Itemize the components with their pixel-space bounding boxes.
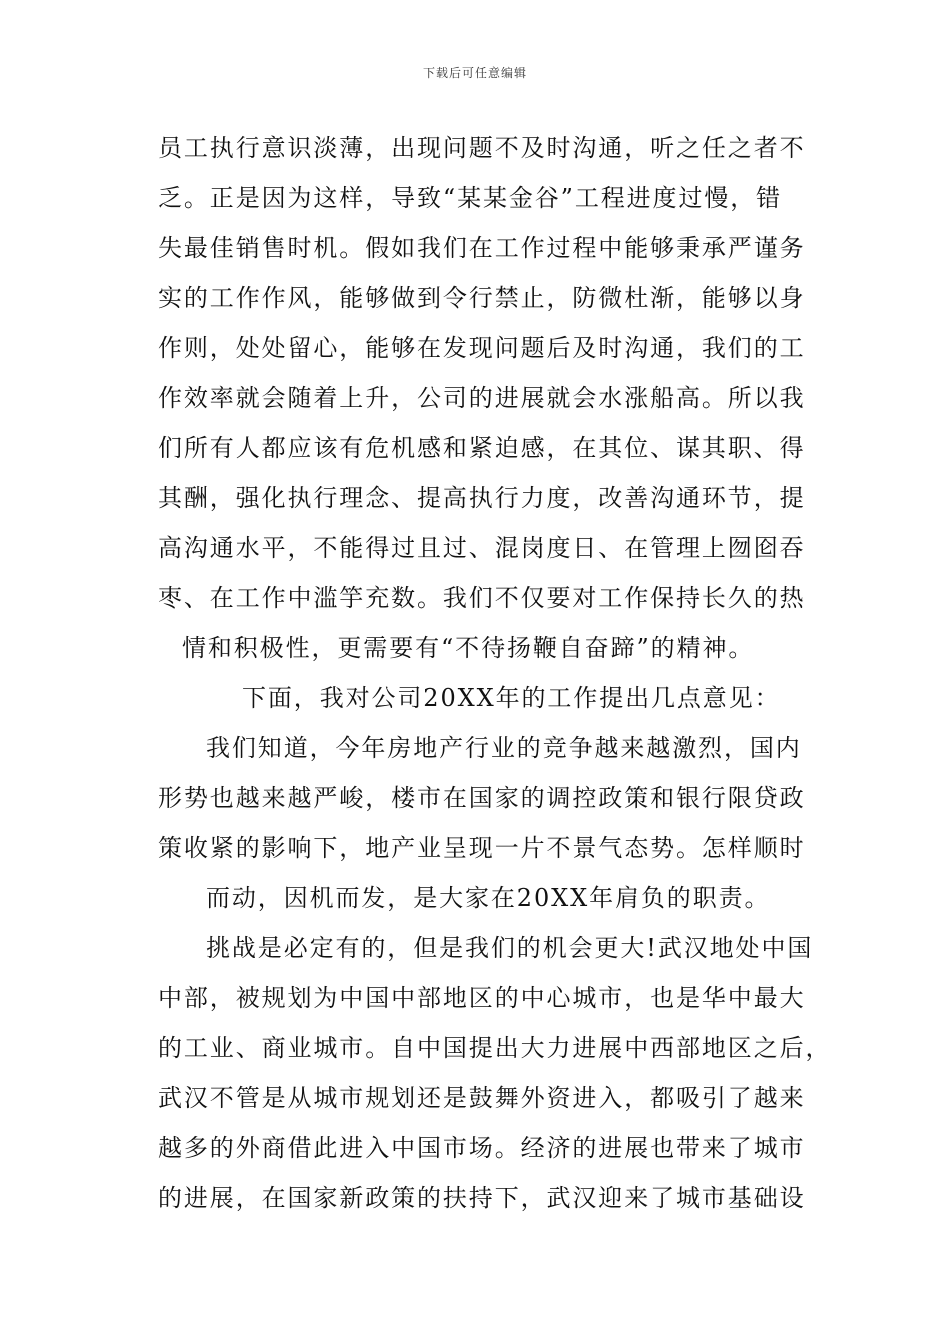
text-line-5: 作则，处处留心，能够在发现问题后及时沟通，我们的工 <box>158 334 806 362</box>
text-line-14: 形势也越来越严峻，楼市在国家的调控政策和银行限贷政 <box>158 784 806 812</box>
text-line-19: 的工业、商业城市。自中国提出大力进展中西部地区之后， <box>158 1034 832 1062</box>
text-line-21: 越多的外商借此进入中国市场。经济的进展也带来了城市 <box>158 1134 806 1162</box>
text-line-8: 其酬，强化执行理念、提高执行力度，改善沟通环节，提 <box>158 484 806 512</box>
text-line-16: 而动，因机而发，是大家在20XX年肩负的职责。 <box>206 884 771 912</box>
text-line-20: 武汉不管是从城市规划还是鼓舞外资进入，都吸引了越来 <box>158 1084 806 1112</box>
text-line-11: 情和积极性，更需要有“不待扬鞭自奋蹄”的精神。 <box>182 634 755 662</box>
text-line-7: 们所有人都应该有危机感和紧迫感，在其位、谋其职、得 <box>158 434 806 462</box>
text-line-3: 失最佳销售时机。假如我们在工作过程中能够秉承严谨务 <box>158 234 806 262</box>
text-line-6: 作效率就会随着上升，公司的进展就会水涨船高。所以我 <box>158 384 806 412</box>
text-line-17: 挑战是必定有的，但是我们的机会更大!武汉地处中国 <box>206 934 814 962</box>
text-line-12: 下面，我对公司20XX年的工作提出几点意见： <box>242 684 781 712</box>
text-line-4: 实的工作作风，能够做到令行禁止，防微杜渐，能够以身 <box>158 284 806 312</box>
text-line-2: 乏。正是因为这样，导致“某某金谷”工程进度过慢，错 <box>158 184 783 212</box>
text-line-15: 策收紧的影响下，地产业呈现一片不景气态势。怎样顺时 <box>158 834 806 862</box>
text-line-22: 的进展，在国家新政策的扶持下，武汉迎来了城市基础设 <box>158 1184 806 1212</box>
text-line-10: 枣、在工作中滥竽充数。我们不仅要对工作保持长久的热 <box>158 584 806 612</box>
page-header: 下载后可任意编辑 <box>422 66 527 80</box>
text-line-18: 中部，被规划为中国中部地区的中心城市，也是华中最大 <box>158 984 806 1012</box>
text-line-9: 高沟通水平，不能得过且过、混岗度日、在管理上囫囵吞 <box>158 534 806 562</box>
text-line-1: 员工执行意识淡薄，出现问题不及时沟通，听之任之者不 <box>158 134 806 162</box>
text-line-13: 我们知道，今年房地产行业的竞争越来越激烈，国内 <box>206 734 802 762</box>
